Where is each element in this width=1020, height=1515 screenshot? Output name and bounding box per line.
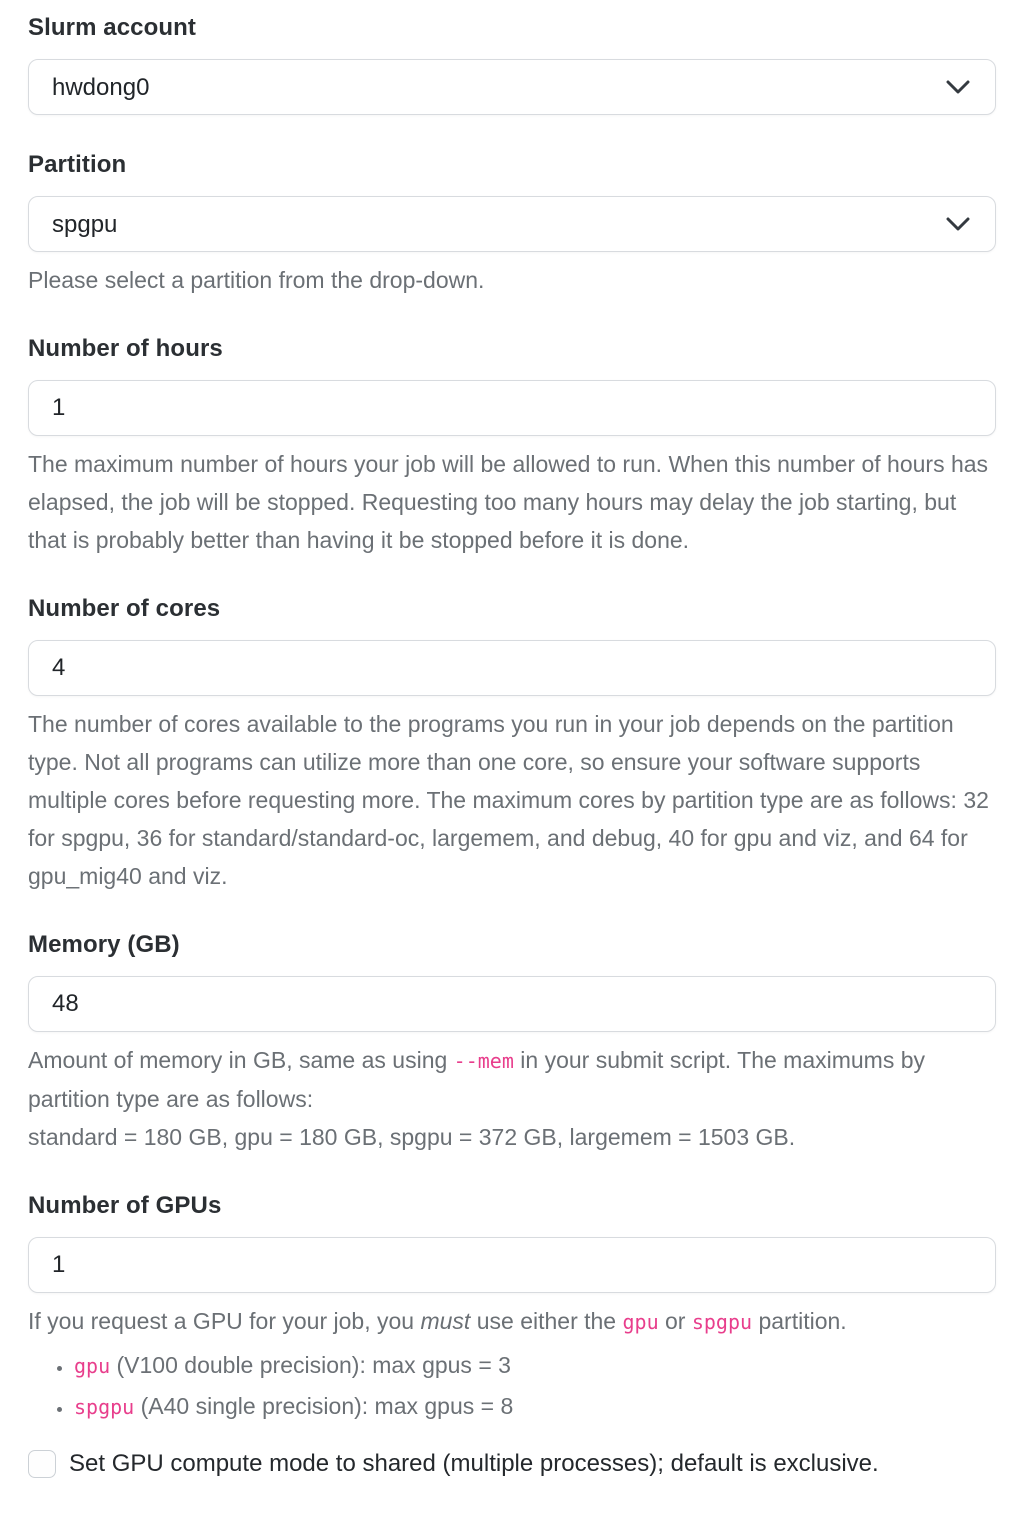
gpus-input[interactable] — [28, 1237, 996, 1293]
partition-help: Please select a partition from the drop-down. — [28, 267, 485, 293]
cores-input[interactable] — [28, 640, 996, 696]
partition-label: Partition — [28, 151, 127, 178]
gpus-help — [28, 1302, 996, 1427]
partition-select-shell — [28, 196, 996, 252]
hours-label: Number of hours — [28, 335, 223, 362]
field-gpus — [28, 1192, 996, 1479]
hours-help: The maximum number of hours your job will be allowed to run. When this number of hours has elapsed, the job will be stopped. Requesting too many hours may delay the job starting, but that is probably better than having it be stopped before it is done. — [28, 451, 989, 553]
field-slurm-account — [28, 14, 996, 115]
memory-label: Memory (GB) — [28, 931, 180, 958]
list-item-gpu-partition: • gpu (V100 double precision): max gpus = 3 — [74, 1345, 996, 1386]
field-partition — [28, 151, 996, 299]
memory-help-line2: standard = 180 GB, gpu = 180 GB, spgpu = 372 GB, largemem = 1503 GB. — [28, 1124, 796, 1150]
hours-input[interactable] — [28, 380, 996, 436]
gpus-label: Number of GPUs — [28, 1192, 222, 1219]
gpu-shared-mode-row — [28, 1449, 996, 1479]
slurm-account-select[interactable] — [28, 59, 996, 115]
memory-help — [28, 1041, 996, 1156]
memory-input[interactable] — [28, 976, 996, 1032]
gpu-shared-mode-label[interactable]: Set GPU compute mode to shared (multiple processes); default is exclusive. — [69, 1450, 879, 1477]
field-hours — [28, 335, 996, 559]
cores-label: Number of cores — [28, 595, 221, 622]
gpu-partition-list — [28, 1345, 996, 1427]
partition-select[interactable] — [28, 196, 996, 252]
gpus-help-line: If you request a GPU for your job, you must use either the gpu or spgpu partition. — [28, 1308, 847, 1334]
field-cores — [28, 595, 996, 895]
cores-help: The number of cores available to the programs you run in your job depends on the partition type. Not all programs can utilize more than one core, so ensure your software supports multiple cores before requesting more. The maximum cores by partition type are as follows: 32 for spgpu, 36 for standard/standard-oc, largemem, and debug, 40 for gpu and viz, and 64 for gpu_mig40 and viz. — [28, 711, 989, 889]
slurm-account-select-shell — [28, 59, 996, 115]
field-memory — [28, 931, 996, 1156]
memory-help-line1: Amount of memory in GB, same as using --mem in your submit script. The maximums by partition type are as follows: — [28, 1047, 926, 1112]
slurm-account-label: Slurm account — [28, 14, 196, 41]
list-item-spgpu-partition: • spgpu (A40 single precision): max gpus = 8 — [74, 1386, 996, 1427]
gpu-shared-mode-checkbox[interactable] — [28, 1450, 56, 1478]
